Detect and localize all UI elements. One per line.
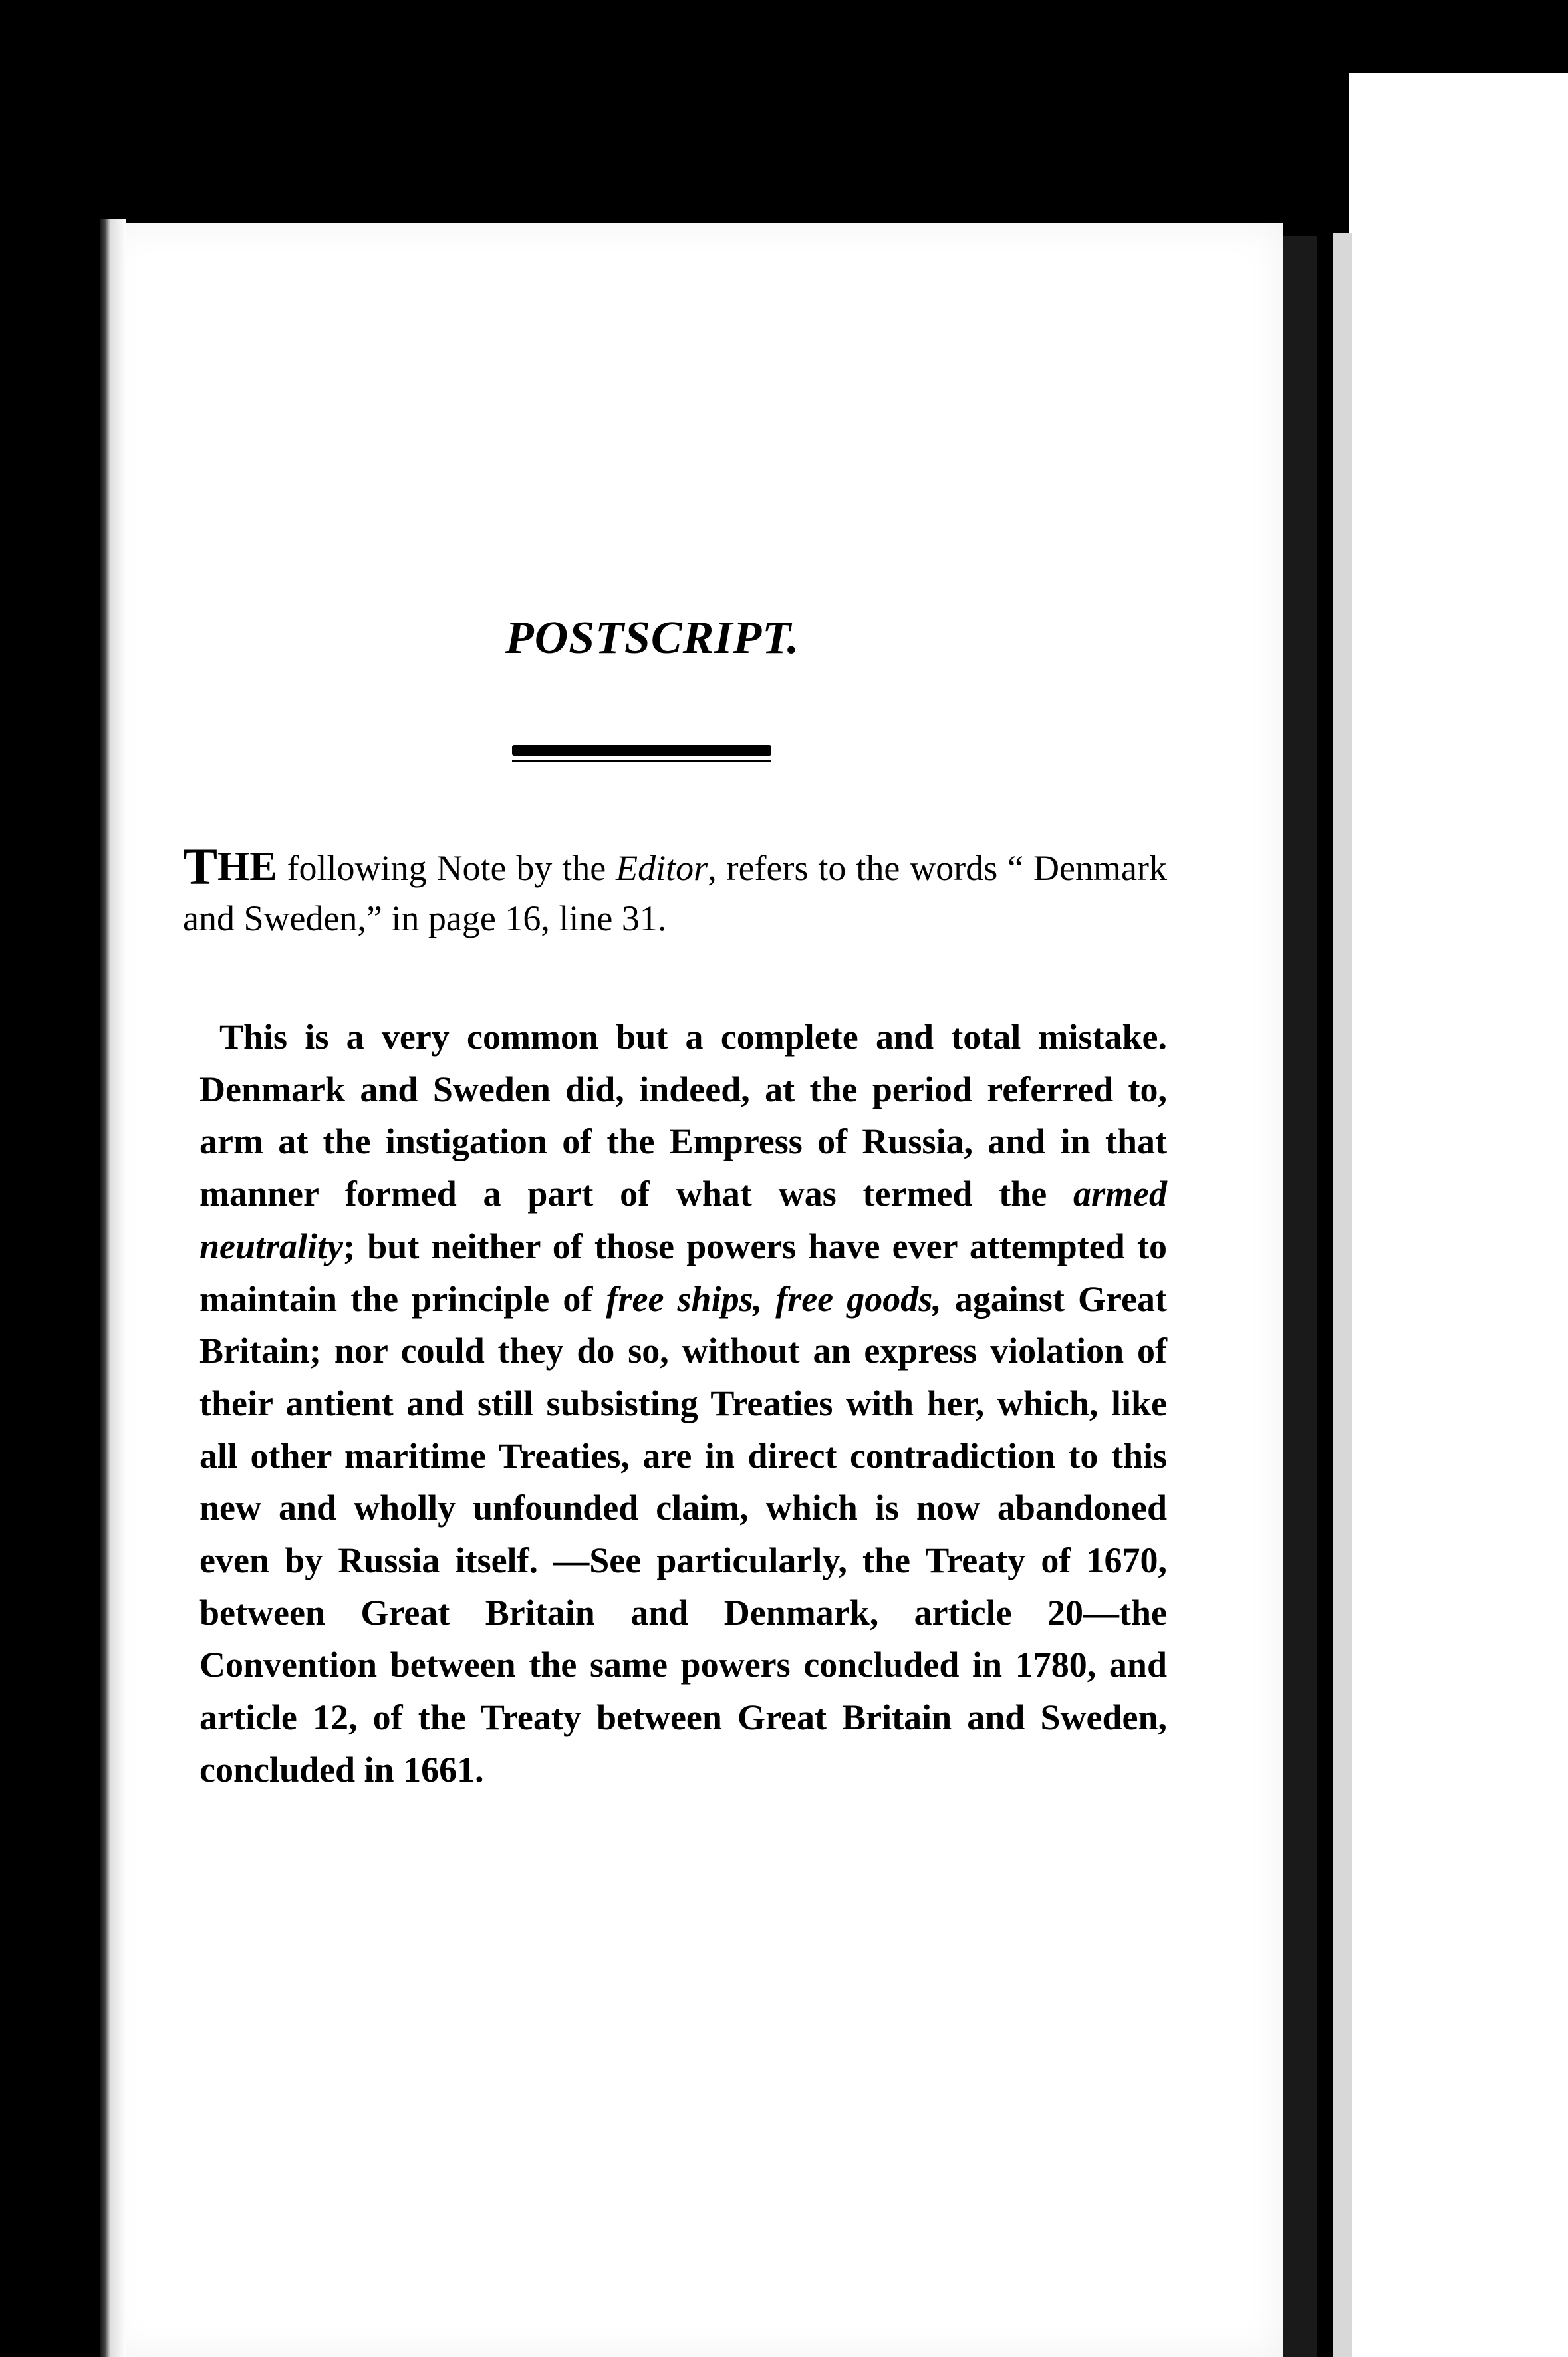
note-dropcap: T — [183, 837, 218, 895]
body-text-1: This is a very common but a complete and total mistake. Denmark and Sweden did, indeed, at the period referred to, arm at the instigation of the Empress of Russia, and in that manner formed a part of what was termed the — [199, 1017, 1167, 1214]
note-text-1: following Note by the — [277, 848, 616, 888]
editor-note — [183, 837, 1167, 944]
body-text-3: against Great Britain; nor could they do so, without an express violation of their antient and still subsisting Treaties with her, which, like all other maritime Treaties, are in direct contradiction to this new and wholly unfounded claim, which is now abandoned even by Russia itself. —See particularly, the Treaty of 1670, between Great Britain and Denmark, article 20—the Convention between the same powers concluded in 1780, and article 12, of the Treaty between Great Britain and Sweden, concluded in 1661. — [199, 1278, 1167, 1790]
body-armed-neutrality: armed neutrality — [199, 1174, 1167, 1266]
body-free-ships: free ships, free goods, — [606, 1278, 942, 1319]
postscript-heading: POSTSCRIPT. — [505, 613, 800, 664]
body-text-2: ; but neither of those powers have ever attempted to maintain the principle of — [199, 1226, 1167, 1319]
note-text-2: , refers to the words “ Denmark and Sweden,” in page 16, line 31. — [183, 848, 1167, 938]
heading-rule — [512, 745, 771, 756]
note-editor: Editor — [616, 848, 708, 888]
body-paragraph — [199, 1011, 1167, 1796]
note-first-word: HE — [217, 844, 277, 889]
postscript-body — [199, 1011, 1167, 1796]
